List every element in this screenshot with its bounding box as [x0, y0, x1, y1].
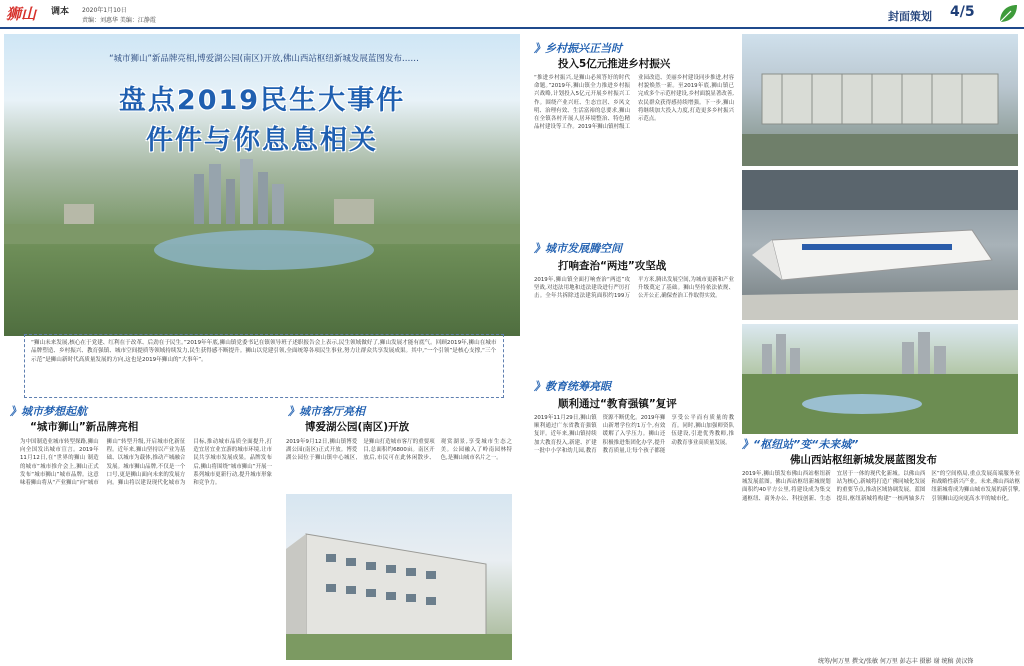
page-header: [0, 0, 1024, 30]
hero-lead: “城市狮山”新品牌亮相,博爱湖公园(南区)开放,佛山西站枢纽新城发展蓝图发布……: [109, 54, 419, 64]
section-title-city-brand: “城市狮山”新品牌亮相: [30, 421, 139, 433]
section-title-space: 打响查治“两违”攻坚战: [558, 260, 667, 272]
issue-date: 2020年1月10日: [82, 7, 127, 14]
new-city-park-photo: [742, 324, 1018, 434]
newspaper-logo: 狮山: [6, 5, 37, 23]
high-speed-train-photo: [742, 170, 1018, 320]
article-station: 2019年,狮山镇发布佛山西站枢纽新城发展蓝图。佛山西站枢纽新城规划面积约40平方公里,将建设成为集交通枢纽、商务办公、科技创新、生态宜居于一体的现代化新城。以佛山西站为核心,新城将打造广佛同城化发展的重要节点,推动区域协调发展。蓝图提出,枢纽新城将构建“一核两轴多片区”的空间格局,重点发展高端服务业和战略性新兴产业。未来,佛山西站枢纽新城将成为狮山城市发展的新引擎,引领狮山迈向更高水平的城市化。: [742, 471, 1020, 502]
section-label: 封面策划: [888, 10, 932, 23]
hero-title-line2: 件件与你息息相关: [146, 125, 378, 156]
header-rule: [0, 27, 1024, 29]
hero-image: [4, 34, 520, 336]
article-space: 2019年,狮山镇全面打响查治“两违”攻坚战,对违法用地和违法建设进行严厉打击。全年共拆除违法建筑面积约199万平方米,腾出发展空间,为城市更新和产业升级奠定了基础。狮山坚持依法依规、公开公正,确保查治工作取得实效。: [534, 277, 734, 300]
section-kicker-station: 》“枢纽站”变“未来城”: [742, 438, 859, 451]
intro-box: “狮山未来发展,核心在于党建、红利在于改革、后劲在于民生。”2019年年底,狮山镇党委书记在镇领导班子述职报告会上表示,民生领域做好了,狮山发展才能有底气。回顾2019年,狮山在城市品牌塑造、乡村振兴、教育强镇、城市空间提质等领域持续发力,民生获得感不断提升。狮山以党建引领,全面统筹各项民生事业,努力让群众共享发展成果。其中,“一个引领”是核心支撑,“三个示范”是狮山新时代高质量发展的方向,这也是2019年狮山的“大事年”。: [24, 334, 504, 398]
section-kicker-rural: 》乡村振兴正当时: [534, 42, 622, 55]
article-rural: “推进乡村振兴,是狮山必须答好的时代命题。”2019年,狮山镇全力推进乡村振兴战略,计划投入5亿元开展乡村振兴工作。围绕产业兴旺、生态宜居、乡风文明、治理有效、生活富裕的总要求,狮山在全镇各村开展人居环境整治、特色精品村建设等工作。2019年狮山镇村级工业园改造、美丽乡村建设同步推进,村容村貌焕然一新。至2019年底,狮山镇已完成多个示范村建设,乡村面貌显著改善,农民群众获得感持续增强。下一步,狮山将继续加大投入力度,打造更多乡村振兴示范点。: [534, 75, 734, 131]
building-photo: [286, 494, 512, 660]
article-education: 2019年11月29日,狮山镇顺利通过广东省教育强镇复评。近年来,狮山镇持续加大教育投入,新建、扩建一批中小学和幼儿园,教育资源不断优化。2019年狮山新增学位约1万个,有效缓解了入学压力。狮山还积极推进集团化办学,提升教育质量,让每个孩子都能享受公平而有质量的教育。同时,狮山加强师资队伍建设,引进优秀教师,推动教育事业高质量发展。: [534, 415, 734, 454]
article-park: 2019年9月12日,狮山镇博爱湖公园(南区)正式开放。博爱湖公园位于狮山镇中心城区,是狮山打造城市客厅的重要项目,总面积约6800亩。南区开放后,市民可在此休闲散步、观赏湖景,享受城市生态之美。公园融入了岭南园林特色,是狮山城市名片之一。: [286, 439, 512, 462]
section-title-park: 博爱湖公园(南区)开放: [305, 421, 410, 433]
station-construction-photo: [742, 34, 1018, 166]
page-number: 4/5: [950, 4, 975, 20]
article-city-brand: 为中国制造业城市转型探路,狮山向全国发出城市宣言。2019年11月12日,在“世界的狮山 制造的城市”城市推介会上,狮山正式发布“城市狮山”城市品牌。这意味着狮山将从“产业狮山”向“城市狮山”转型升级,开启城市化新征程。近年来,狮山坚持以产业为基础、以城市为载体,推动产城融合发展。城市狮山品牌,不仅是一个口号,更是狮山面向未来的发展方向。狮山将以建设现代化城市为目标,推动城市品质全面提升,打造宜居宜业宜游的城市环境,让市民共享城市发展成果。品牌发布后,狮山将围绕“城市狮山”开展一系列城市更新行动,提升城市形象和竞争力。: [20, 439, 272, 487]
leaf-icon: [996, 2, 1020, 26]
section-kicker-education: 》教育统筹亮眼: [534, 380, 611, 393]
section-kicker-city-brand: 》城市梦想起航: [10, 405, 87, 418]
section-title-station: 佛山西站枢纽新城发展蓝图发布: [790, 454, 937, 466]
paper-tag: 调本: [51, 7, 70, 17]
section-title-education: 顺利通过“教育强镇”复评: [558, 398, 677, 410]
hero-title-line1: 盘点2019民生大事件: [118, 85, 406, 116]
lake: [154, 230, 374, 270]
section-kicker-space: 》城市发展腾空间: [534, 242, 622, 255]
editor-credits: 责编：刘惠华 美编：江静霞: [82, 17, 156, 24]
footer-credits: 统筹/何万里 撰文/张敏 何万里 彭志丰 摄影 谢 统稿 黄汉锋: [818, 658, 974, 665]
section-kicker-park: 》城市客厅亮相: [288, 405, 365, 418]
section-title-rural: 投入5亿元推进乡村振兴: [558, 58, 671, 70]
